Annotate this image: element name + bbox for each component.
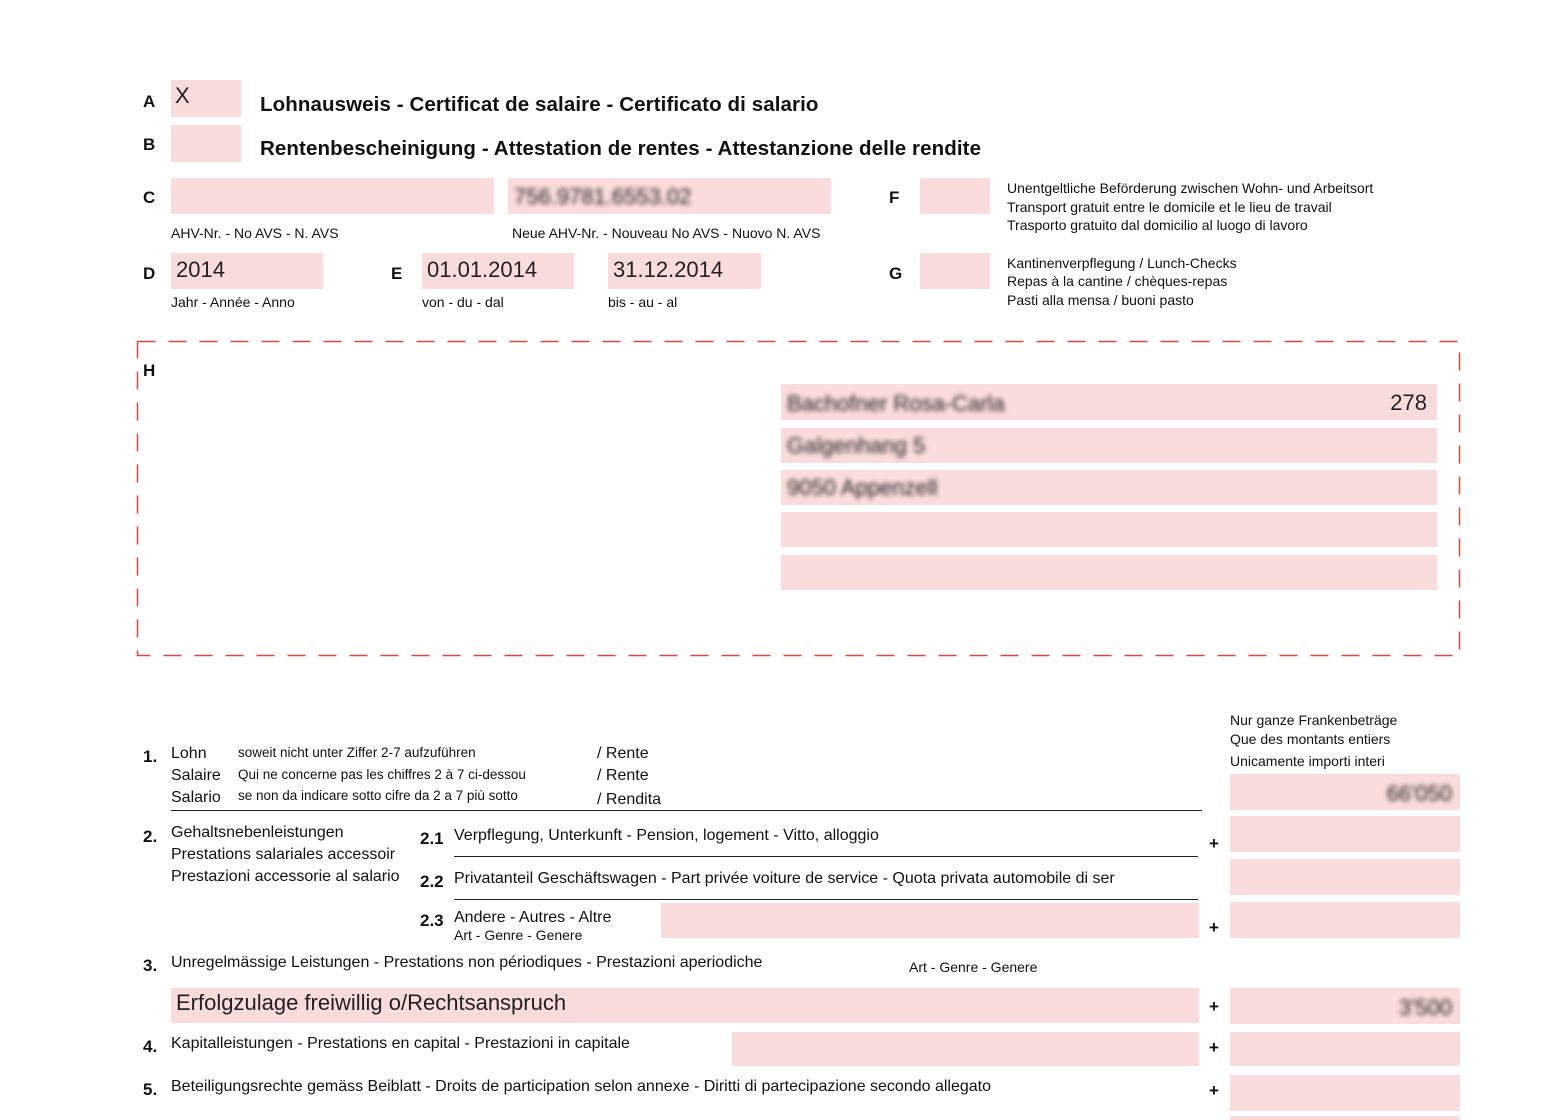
item-5-plus: + bbox=[1209, 1081, 1219, 1100]
item-2-3-number: 2.3 bbox=[420, 911, 444, 930]
item-1-divider bbox=[171, 810, 1202, 811]
address-city-field[interactable] bbox=[781, 470, 1437, 505]
item-1-title-de: Lohn bbox=[171, 745, 207, 762]
item-1-note-fr: Qui ne concerne pas les chiffres 2 à 7 ci-dessou bbox=[238, 767, 526, 782]
section-label-g: G bbox=[889, 264, 903, 283]
address-line-5-field[interactable] bbox=[781, 555, 1437, 590]
g-line-1: Kantinenverpflegung / Lunch-Checks bbox=[1007, 255, 1237, 271]
item-4-amount-field[interactable] bbox=[1230, 1032, 1460, 1066]
item-2-3-plus: + bbox=[1209, 918, 1219, 937]
item-2-number: 2. bbox=[143, 827, 158, 846]
item-1-rente-it: / Rendita bbox=[597, 791, 662, 808]
item-2-title-de: Gehaltsnebenleistungen bbox=[171, 824, 344, 841]
period-from-value: 01.01.2014 bbox=[427, 257, 538, 282]
new-ahv-number-value: 756.9781.6553.02 bbox=[514, 184, 692, 209]
period-to-caption: bis - au - al bbox=[608, 294, 678, 310]
title-rentenbescheinigung: Rentenbescheinigung - Attestation de rentes - Attestanzione delle rendite bbox=[260, 137, 982, 160]
item-4-detail-field[interactable] bbox=[732, 1032, 1199, 1066]
address-number-value: 278 bbox=[1390, 390, 1427, 415]
year-value: 2014 bbox=[176, 257, 225, 282]
section-label-b: B bbox=[143, 135, 156, 154]
item-1-rente-de: / Rente bbox=[597, 745, 649, 762]
ahv-number-label: AHV-Nr. - No AVS - N. AVS bbox=[171, 225, 339, 241]
item-5-text: Beteiligungsrechte gemäss Beiblatt - Droits de participation selon annexe - Diritti di partecipazione secondo allegato bbox=[171, 1078, 992, 1095]
section-label-e: E bbox=[391, 264, 403, 283]
item-4-number: 4. bbox=[143, 1037, 158, 1056]
item-2-1-divider bbox=[454, 856, 1198, 857]
item-2-3-kind-label: Art - Genre - Genere bbox=[454, 927, 583, 943]
item-2-2-number: 2.2 bbox=[420, 872, 444, 891]
item-2-title-it: Prestazioni accessorie al salario bbox=[171, 868, 400, 885]
period-from-caption: von - du - dal bbox=[422, 294, 504, 310]
item-4-plus: + bbox=[1209, 1038, 1219, 1057]
year-caption: Jahr - Année - Anno bbox=[171, 294, 295, 310]
address-name-field[interactable] bbox=[781, 384, 1437, 420]
section-label-f: F bbox=[889, 188, 900, 207]
item-2-1-number: 2.1 bbox=[420, 829, 444, 848]
item-1-rente-fr: / Rente bbox=[597, 767, 649, 784]
f-line-2: Transport gratuit entre le domicile et le lieu de travail bbox=[1007, 199, 1332, 215]
item-5-amount-field[interactable] bbox=[1230, 1075, 1460, 1111]
item-6-amount-field[interactable] bbox=[1230, 1116, 1460, 1120]
item-1-amount-value: 66'050 bbox=[1386, 781, 1452, 806]
item-5-number: 5. bbox=[143, 1080, 158, 1099]
item-2-1-amount-field[interactable] bbox=[1230, 816, 1460, 852]
new-ahv-number-label: Neue AHV-Nr. - Nouveau No AVS - Nuovo N. AVS bbox=[512, 225, 821, 241]
item-2-2-amount-field[interactable] bbox=[1230, 859, 1460, 895]
item-1-title-it: Salario bbox=[171, 789, 221, 806]
section-label-c: C bbox=[143, 188, 156, 207]
section-label-h: H bbox=[143, 361, 156, 380]
address-street-field[interactable] bbox=[781, 428, 1437, 463]
item-2-1-text: Verpflegung, Unterkunft - Pension, logement - Vitto, alloggio bbox=[454, 827, 879, 844]
item-3-kind-field[interactable] bbox=[171, 988, 1199, 1023]
f-line-3: Trasporto gratuito dal domicilio al luogo di lavoro bbox=[1007, 217, 1308, 233]
section-label-d: D bbox=[143, 264, 156, 283]
item-1-title-fr: Salaire bbox=[171, 767, 221, 784]
section-label-a: A bbox=[143, 92, 156, 111]
item-3-amount-field[interactable] bbox=[1230, 988, 1460, 1024]
g-line-2: Repas à la cantine / chèques-repas bbox=[1007, 273, 1228, 289]
item-4-text: Kapitalleistungen - Prestations en capital - Prestazioni in capitale bbox=[171, 1035, 630, 1052]
item-2-title-fr: Prestations salariales accessoir bbox=[171, 846, 396, 863]
item-1-note-it: se non da indicare sotto cifre da 2 a 7 più sotto bbox=[238, 788, 518, 803]
item-2-2-divider bbox=[454, 899, 1198, 900]
item-2-2-text: Privatanteil Geschäftswagen - Part privée voiture de service - Quota privata automobile di ser bbox=[454, 870, 1115, 887]
amounts-header-3: Unicamente importi interi bbox=[1230, 753, 1385, 769]
field-a-value: X bbox=[175, 83, 190, 108]
item-3-amount-value: 3'500 bbox=[1398, 995, 1452, 1020]
address-city-value: 9050 Appenzell bbox=[787, 475, 938, 500]
item-2-1-plus: + bbox=[1209, 834, 1219, 853]
address-street-value: Galgenhang 5 bbox=[787, 433, 926, 458]
item-3-text: Unregelmässige Leistungen - Prestations non périodiques - Prestazioni aperiodiche bbox=[171, 954, 763, 971]
item-2-3-amount-field[interactable] bbox=[1230, 902, 1460, 938]
item-3-number: 3. bbox=[143, 956, 158, 975]
item-1-number: 1. bbox=[143, 747, 158, 766]
item-3-kind-value: Erfolgzulage freiwillig o/Rechtsanspruch bbox=[176, 990, 567, 1015]
item-3-kind-label: Art - Genre - Genere bbox=[909, 959, 1038, 975]
item-1-note-de: soweit nicht unter Ziffer 2-7 aufzuführen bbox=[238, 745, 476, 760]
item-2-3-kind-field[interactable] bbox=[661, 903, 1199, 938]
item-2-3-text: Andere - Autres - Altre bbox=[454, 909, 612, 926]
address-name-value: Bachofner Rosa-Carla bbox=[787, 391, 1005, 416]
g-line-3: Pasti alla mensa / buoni pasto bbox=[1007, 292, 1194, 308]
f-line-1: Unentgeltliche Beförderung zwischen Wohn- und Arbeitsort bbox=[1007, 180, 1374, 196]
title-lohnausweis: Lohnausweis - Certificat de salaire - Certificato di salario bbox=[260, 93, 819, 116]
address-line-4-field[interactable] bbox=[781, 512, 1437, 547]
period-to-value: 31.12.2014 bbox=[613, 257, 724, 282]
amounts-header-1: Nur ganze Frankenbeträge bbox=[1230, 712, 1398, 728]
amounts-header-2: Que des montants entiers bbox=[1230, 731, 1391, 747]
item-3-plus: + bbox=[1209, 997, 1219, 1016]
item-1-amount-field[interactable] bbox=[1230, 774, 1460, 810]
